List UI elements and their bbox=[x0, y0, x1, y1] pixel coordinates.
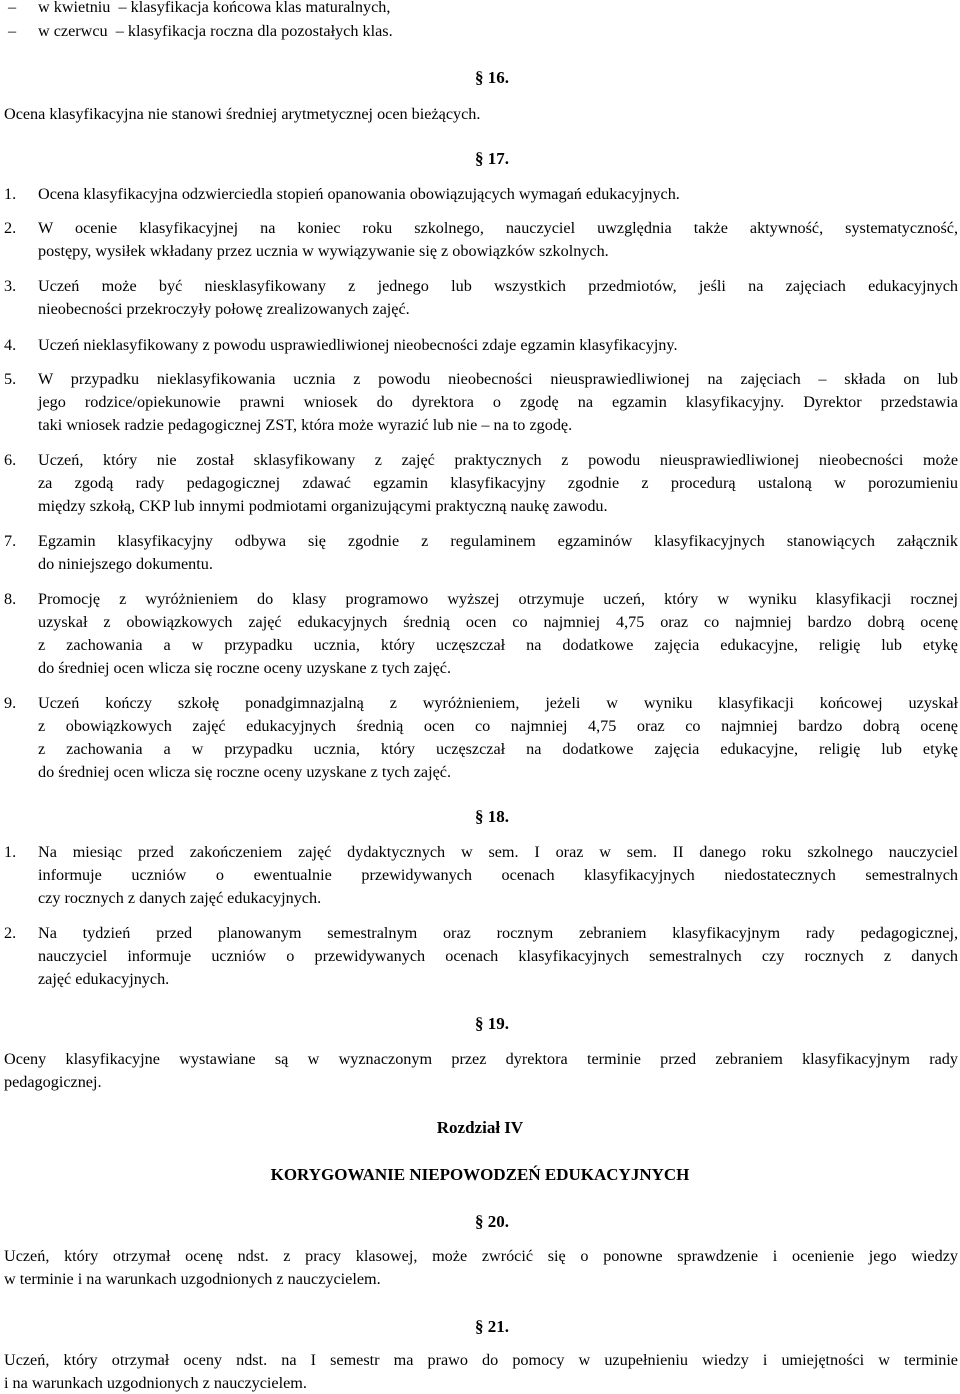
item-line: informuje uczniów o ewentualnie przewidywanych ocenach klasyfikacyjnych niedostatecznych semestralnych bbox=[38, 866, 958, 884]
section-heading-21: § 21. bbox=[475, 1317, 509, 1336]
item-line: Ocena klasyfikacyjna odzwierciedla stopień opanowania obowiązujących wymagań edukacyjnych. bbox=[38, 185, 680, 203]
item-line: do średniej ocen wlicza się roczne oceny uzyskane z tych zajęć. bbox=[38, 763, 452, 781]
item-line: jego rodzice/opiekunowie prawni wniosek do dyrektora o zgodę na egzamin klasyfikacyjny. Dyrektor przedstawia bbox=[38, 393, 958, 411]
item-line: uzyskał z obowiązkowych zajęć edukacyjnych średnią ocen co najmniej 4,75 oraz co najmniej bardzo dobrą ocenę bbox=[38, 613, 958, 631]
item-number: 5. bbox=[4, 370, 17, 388]
item-line: taki wniosek radzie pedagogicznej ZST, która może wyrazić lub nie – na to zgodę. bbox=[38, 416, 573, 434]
item-line: między szkołą, CKP lub innymi podmiotami organizującymi praktyczną naukę zawodu. bbox=[38, 497, 608, 515]
item-number: 1. bbox=[4, 185, 17, 203]
paragraph-line: Uczeń, który otrzymał ocenę ndst. z pracy klasowej, może zwrócić się o ponowne sprawdzenie i ocenienie jego wiedzy bbox=[4, 1247, 958, 1265]
item-line: W ocenie klasyfikacyjnej na koniec roku szkolnego, nauczyciel uwzględnia także aktywność, systematyczność, bbox=[38, 219, 958, 237]
item-line: nieobecności przekroczyły połowę zrealizowanych zajęć. bbox=[38, 300, 410, 318]
item-line: z zachowania a w przypadku ucznia, który uczęszczał na dodatkowe zajęcia edukacyjne, religię lub etykę bbox=[38, 740, 958, 758]
item-line: Na tydzień przed planowanym semestralnym oraz rocznym zebraniem klasyfikacyjnym rady pedagogicznej, bbox=[38, 924, 958, 942]
item-number: 2. bbox=[4, 924, 17, 942]
paragraph-line: Uczeń, który otrzymał oceny ndst. na I semestr ma prawo do pomocy w uzupełnieniu wiedzy i umiejętności w terminie bbox=[4, 1351, 958, 1369]
list-dash: – bbox=[8, 22, 17, 40]
paragraph: Ocena klasyfikacyjna nie stanowi średniej arytmetycznej ocen bieżących. bbox=[4, 105, 481, 123]
list-dash: – bbox=[8, 0, 17, 16]
item-number: 1. bbox=[4, 843, 17, 861]
item-line: Uczeń może być niesklasyfikowany z jednego lub wszystkich przedmiotów, jeśli na zajęciach edukacyjnych bbox=[38, 277, 958, 295]
item-line: Uczeń nieklasyfikowany z powodu usprawiedliwionej nieobecności zdaje egzamin klasyfikacyjny. bbox=[38, 336, 678, 354]
item-number: 4. bbox=[4, 336, 17, 354]
item-line: do średniej ocen wlicza się roczne oceny uzyskane z tych zajęć. bbox=[38, 659, 452, 677]
item-line: nauczyciel informuje uczniów o przewidywanych ocenach klasyfikacyjnych semestralnych czy rocznych z danych bbox=[38, 947, 958, 965]
section-heading-20: § 20. bbox=[475, 1212, 509, 1231]
paragraph-line: pedagogicznej. bbox=[4, 1073, 102, 1091]
paragraph-line: w terminie i na warunkach uzgodnionych z nauczycielem. bbox=[4, 1270, 381, 1288]
item-line: W przypadku nieklasyfikowania ucznia z powodu nieobecności nieusprawiedliwionej na zajęciach – składa on lub bbox=[38, 370, 958, 388]
section-heading-17: § 17. bbox=[475, 149, 509, 168]
item-number: 6. bbox=[4, 451, 17, 469]
item-number: 8. bbox=[4, 590, 17, 608]
paragraph-line: i na warunkach uzgodnionych z nauczycielem. bbox=[4, 1374, 307, 1392]
section-heading-18: § 18. bbox=[475, 807, 509, 826]
item-number: 2. bbox=[4, 219, 17, 237]
item-number: 7. bbox=[4, 532, 17, 550]
section-heading-16: § 16. bbox=[475, 68, 509, 87]
chapter-subtitle: KORYGOWANIE NIEPOWODZEŃ EDUKACYJNYCH bbox=[270, 1165, 690, 1184]
list-item: w czerwcu – klasyfikacja roczna dla pozostałych klas. bbox=[38, 22, 393, 40]
item-line: za zgodą rady pedagogicznej zdawać egzamin klasyfikacyjny zgodnie z procedurą ustaloną w porozumieniu bbox=[38, 474, 958, 492]
list-item: w kwietniu – klasyfikacja końcowa klas maturalnych, bbox=[38, 0, 391, 16]
section-heading-19: § 19. bbox=[475, 1014, 509, 1033]
item-line: do niniejszego dokumentu. bbox=[38, 555, 213, 573]
item-number: 9. bbox=[4, 694, 17, 712]
item-line: Egzamin klasyfikacyjny odbywa się zgodnie z regulaminem egzaminów klasyfikacyjnych stanowiących załącznik bbox=[38, 532, 958, 550]
item-line: z zachowania a w przypadku ucznia, który uczęszczał na dodatkowe zajęcia edukacyjne, religię lub etykę bbox=[38, 636, 958, 654]
item-line: Promocję z wyróżnieniem do klasy programowo wyższej otrzymuje uczeń, który w wyniku klasyfikacji rocznej bbox=[38, 590, 958, 608]
item-line: czy rocznych z danych zajęć edukacyjnych. bbox=[38, 889, 322, 907]
item-line: Uczeń kończy szkołę ponadgimnazjalną z wyróżnieniem, jeżeli w wyniku klasyfikacji końcowej uzyskał bbox=[38, 694, 958, 712]
item-number: 3. bbox=[4, 277, 17, 295]
item-line: Uczeń, który nie został sklasyfikowany z zajęć praktycznych z powodu nieusprawiedliwionej nieobecności może bbox=[38, 451, 958, 469]
item-line: postępy, wysiłek wkładany przez ucznia w wywiązywanie się z obowiązków szkolnych. bbox=[38, 242, 609, 260]
paragraph-line: Oceny klasyfikacyjne wystawiane są w wyznaczonym przez dyrektora terminie przed zebraniem klasyfikacyjnym rady bbox=[4, 1050, 958, 1068]
item-line: zajęć edukacyjnych. bbox=[38, 970, 170, 988]
item-line: Na miesiąc przed zakończeniem zajęć dydaktycznych w sem. I oraz w sem. II danego roku szkolnego nauczyciel bbox=[38, 843, 958, 861]
item-line: z obowiązkowych zajęć edukacyjnych średnią ocen co najmniej 4,75 oraz co najmniej bardzo dobrą ocenę bbox=[38, 717, 958, 735]
chapter-title: Rozdział IV bbox=[436, 1118, 524, 1137]
